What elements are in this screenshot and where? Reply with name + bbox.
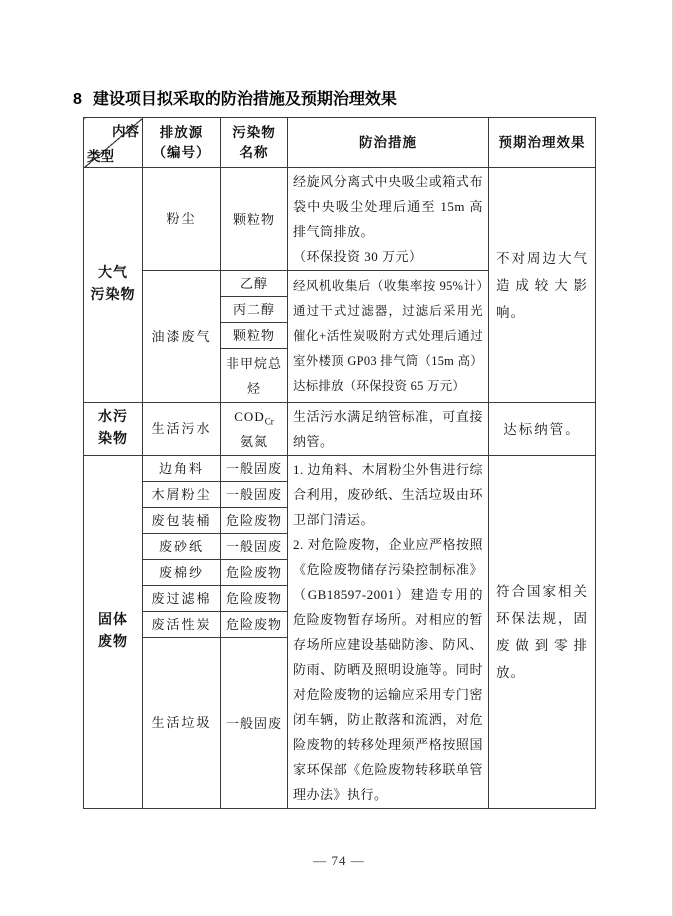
measure-dust-text: 经旋风分离式中央吸尘或箱式布袋中央吸尘处理后通至 15m 高排气筒排放。 [293,174,483,239]
row-water [84,403,596,456]
type-domestic-garbage: 一般固废 [221,638,288,809]
row-solid-scraps [84,456,596,482]
page-title [73,86,397,109]
measure-water-text: 生活污水满足纳管标准，可直接纳管。 [288,403,489,456]
source-wood-dust: 木屑粉尘 [143,482,221,508]
category-air-pollutants: 大气 污染物 [84,168,143,403]
type-filter-cotton: 危险废物 [221,586,288,612]
type-cotton-yarn: 危险废物 [221,560,288,586]
pollutant-nmhc: 非甲烷总烃 [221,349,288,403]
pollutant-particulate: 颗粒物 [221,168,288,271]
effect-solid: 符合国家相关环保法规，固废做到零排放。 [489,456,596,809]
type-sandpaper: 一般固废 [221,534,288,560]
type-wood-dust: 一般固废 [221,482,288,508]
measure-solid-item2: 2. 对危险废物，企业应严格按照《危险废物储存污染控制标准》（GB18597-2001）建造专用的危险废物暂存场所。对相应的暂存场所应建设基础防渗、防风、防雨、防晒及照明设施等。同时对危险废物的运输应采用专门密闭车辆，防止散落和流洒，对危险废物的转移处理须严格按照国家环保部《危险废物转移联单管理办法》执行。 [293,537,484,802]
measure-dust-investment: （环保投资 30 万元） [293,249,423,264]
treatment-measures-table [83,117,596,809]
pollutant-ammonia-line: 氨氮 [239,433,268,449]
cod-subscript: Cr [264,416,274,427]
section-number: 8 [73,91,82,108]
source-paint-exhaust: 油漆废气 [143,271,221,403]
pollutant-ethanol: 乙醇 [221,271,288,297]
measure-solid-cell [288,456,489,809]
category-solid-waste: 固体 废物 [84,456,143,809]
effect-water: 达标纳管。 [489,403,596,456]
header-corner-content-label: 内容 [112,124,139,139]
header-pollutant: 污染物 名称 [221,118,288,168]
header-effect: 预期治理效果 [489,118,596,168]
source-filter-cotton: 废过滤棉 [143,586,221,612]
type-activated-carbon: 危险废物 [221,612,288,638]
source-scraps: 边角料 [143,456,221,482]
source-cotton-yarn: 废棉纱 [143,560,221,586]
measure-dust-cell [288,168,489,271]
pollutant-cod-ammonia [221,403,288,456]
source-domestic-garbage: 生活垃圾 [143,638,221,809]
header-measures: 防治措施 [288,118,489,168]
type-scraps: 一般固废 [221,456,288,482]
header-source: 排放源 （编号） [143,118,221,168]
type-packaging-drums: 危险废物 [221,508,288,534]
source-dust: 粉尘 [143,168,221,271]
source-packaging-drums: 废包装桶 [143,508,221,534]
measure-paint-text: 经风机收集后（收集率按 95%计）通过干式过滤器，过滤后采用光催化+活性炭吸附方式处理后通过室外楼顶 GP03 排气筒（15m 高）达标排放（环保投资 65 万元） [288,271,489,403]
effect-air: 不对周边大气造成较大影响。 [489,168,596,403]
page-number: — 74 — [313,853,365,868]
section-title-text: 建设项目拟采取的防治措施及预期治理效果 [92,91,397,108]
pollutant-propylene-glycol: 丙二醇 [221,297,288,323]
header-corner-cell [84,118,143,168]
pollutant-cod-line [225,407,283,432]
source-activated-carbon: 废活性炭 [143,612,221,638]
table-header-row [84,118,596,168]
row-air-dust [84,168,596,271]
category-water-pollutants: 水污 染物 [84,403,143,456]
source-sandpaper: 废砂纸 [143,534,221,560]
pollutant-particulate-paint: 颗粒物 [221,323,288,349]
source-domestic-sewage: 生活污水 [143,403,221,456]
measure-solid-item1: 1. 边角料、木屑粉尘外售进行综合利用，废砂纸、生活垃圾由环卫部门清运。 [293,462,484,527]
header-corner-type-label: 类型 [87,149,114,164]
cod-label: COD [234,409,265,425]
